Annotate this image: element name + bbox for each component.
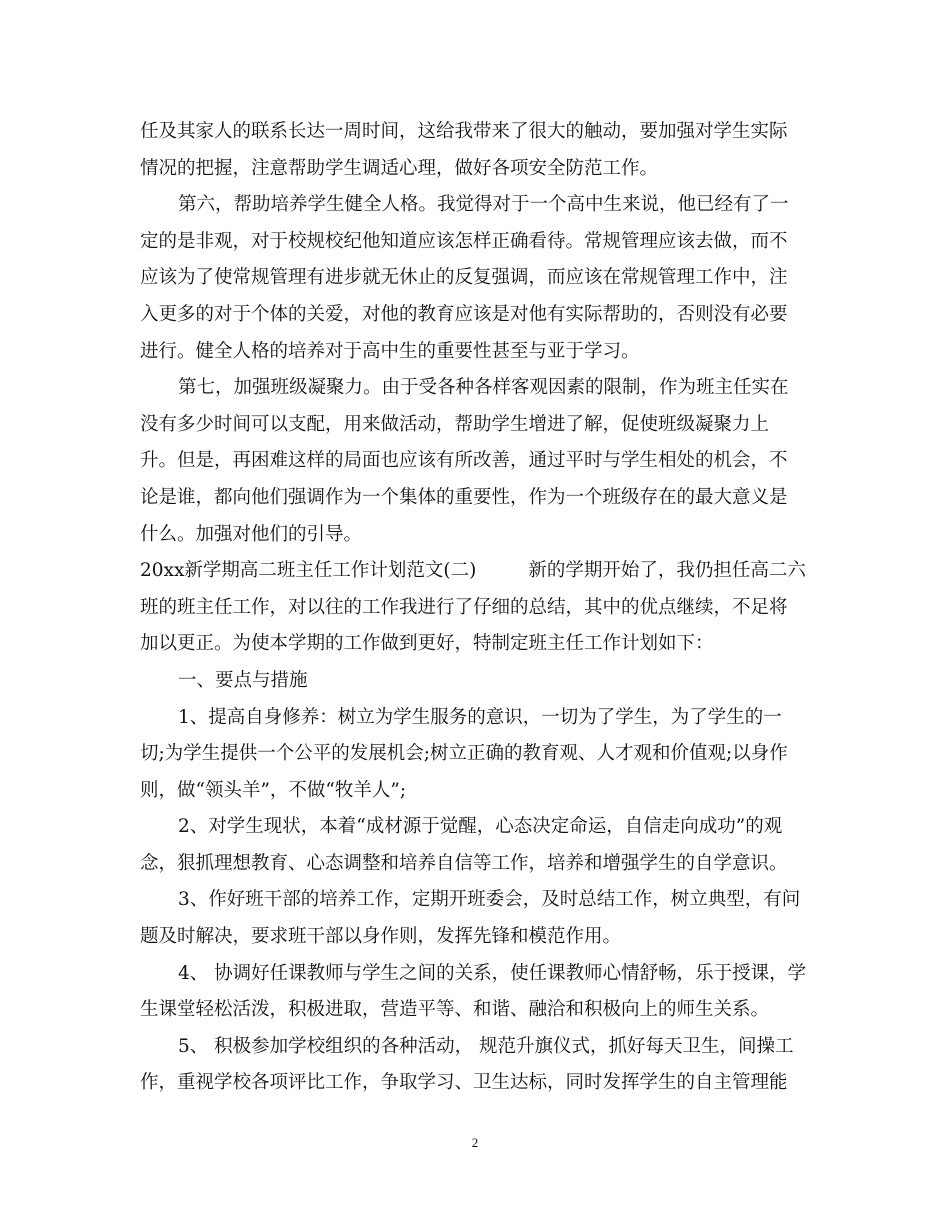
- paragraph-start: 5、 积极参加学校组织的各种活动， 规范升旗仪式，抓好每天卫生，间操工: [178, 1035, 794, 1057]
- text-line: 切;为学生提供一个公平的发展机会;树立正确的教育观、人才观和价值观;以身作: [140, 743, 788, 765]
- text-line: 应该为了使常规管理有进步就无休止的反复强调，而应该在常规管理工作中，注: [140, 267, 788, 289]
- text-line: 任及其家人的联系长达一周时间，这给我带来了很大的触动，要加强对学生实际: [140, 121, 788, 142]
- text-line: 没有多少时间可以支配，用来做活动，帮助学生增进了解，促使班级凝聚力上: [140, 413, 770, 435]
- text-line: 生课堂轻松活泼，积极进取，营造平等、和谐、融洽和积极向上的师生关系。: [140, 999, 770, 1021]
- section-opening-text: 新的学期开始了，我仍担任高二六: [528, 560, 806, 582]
- section-heading-line: [140, 553, 806, 590]
- text-line: 情况的把握，注意帮助学生调适心理，做好各项安全防范工作。: [140, 157, 659, 179]
- text-line: 入更多的对于个体的关爱，对他的教育应该是对他有实际帮助的，否则没有必要: [140, 303, 788, 325]
- document-body: [140, 114, 807, 1102]
- section-title: 20xx新学期高二班主任工作计划范文(二): [140, 560, 477, 582]
- text-line: 班的班主任工作，对以往的工作我进行了仔细的总结，其中的优点继续，不足将: [140, 596, 788, 618]
- text-line: 定的是非观，对于校规校纪他知道应该怎样正确看待。常规管理应该去做，而不: [140, 230, 788, 252]
- page-number: 2: [471, 1135, 479, 1150]
- text-line: 升。但是，再困难这样的局面也应该有所改善，通过平时与学生相处的机会，不: [140, 450, 788, 472]
- paragraph-start: 3、作好班干部的培养工作，定期开班委会，及时总结工作，树立典型，有问: [178, 889, 801, 911]
- text-line: 题及时解决，要求班干部以身作则，发挥先锋和模范作用。: [140, 926, 622, 948]
- paragraph-start: 1、提高自身修养：树立为学生服务的意识，一切为了学生，为了学生的一: [178, 706, 782, 728]
- text-line: 加以更正。为使本学期的工作做到更好，特制定班主任工作计划如下：: [140, 633, 714, 655]
- text-line: 作，重视学校各项评比工作，争取学习、卫生达标，同时发挥学生的自主管理能: [140, 1072, 788, 1094]
- text-line: 念，狠抓理想教育、心态调整和培养自信等工作，培养和增强学生的自学意识。: [140, 852, 788, 874]
- text-line: 进行。健全人格的培养对于高中生的重要性甚至与亚于学习。: [140, 340, 640, 362]
- text-line: 论是谁，都向他们强调作为一个集体的重要性，作为一个班级存在的最大意义是: [140, 486, 788, 508]
- paragraph-start: 4、 协调好任课教师与学生之间的关系，使任课教师心情舒畅，乐于授课，学: [178, 962, 807, 984]
- text-line: 什么。加强对他们的引导。: [140, 523, 363, 545]
- subheading: 一、要点与措施: [178, 669, 308, 691]
- paragraph-start: 2、对学生现状，本着“成材源于觉醒，心态决定命运，自信走向成功”的观: [178, 816, 783, 838]
- text-line: 则，做“领头羊”，不做“牧羊人”;: [140, 779, 407, 801]
- paragraph-start: 第七，加强班级凝聚力。由于受各种各样客观因素的限制，作为班主任实在: [178, 377, 789, 399]
- paragraph-start: 第六，帮助培养学生健全人格。我觉得对于一个高中生来说，他已经有了一: [178, 194, 789, 216]
